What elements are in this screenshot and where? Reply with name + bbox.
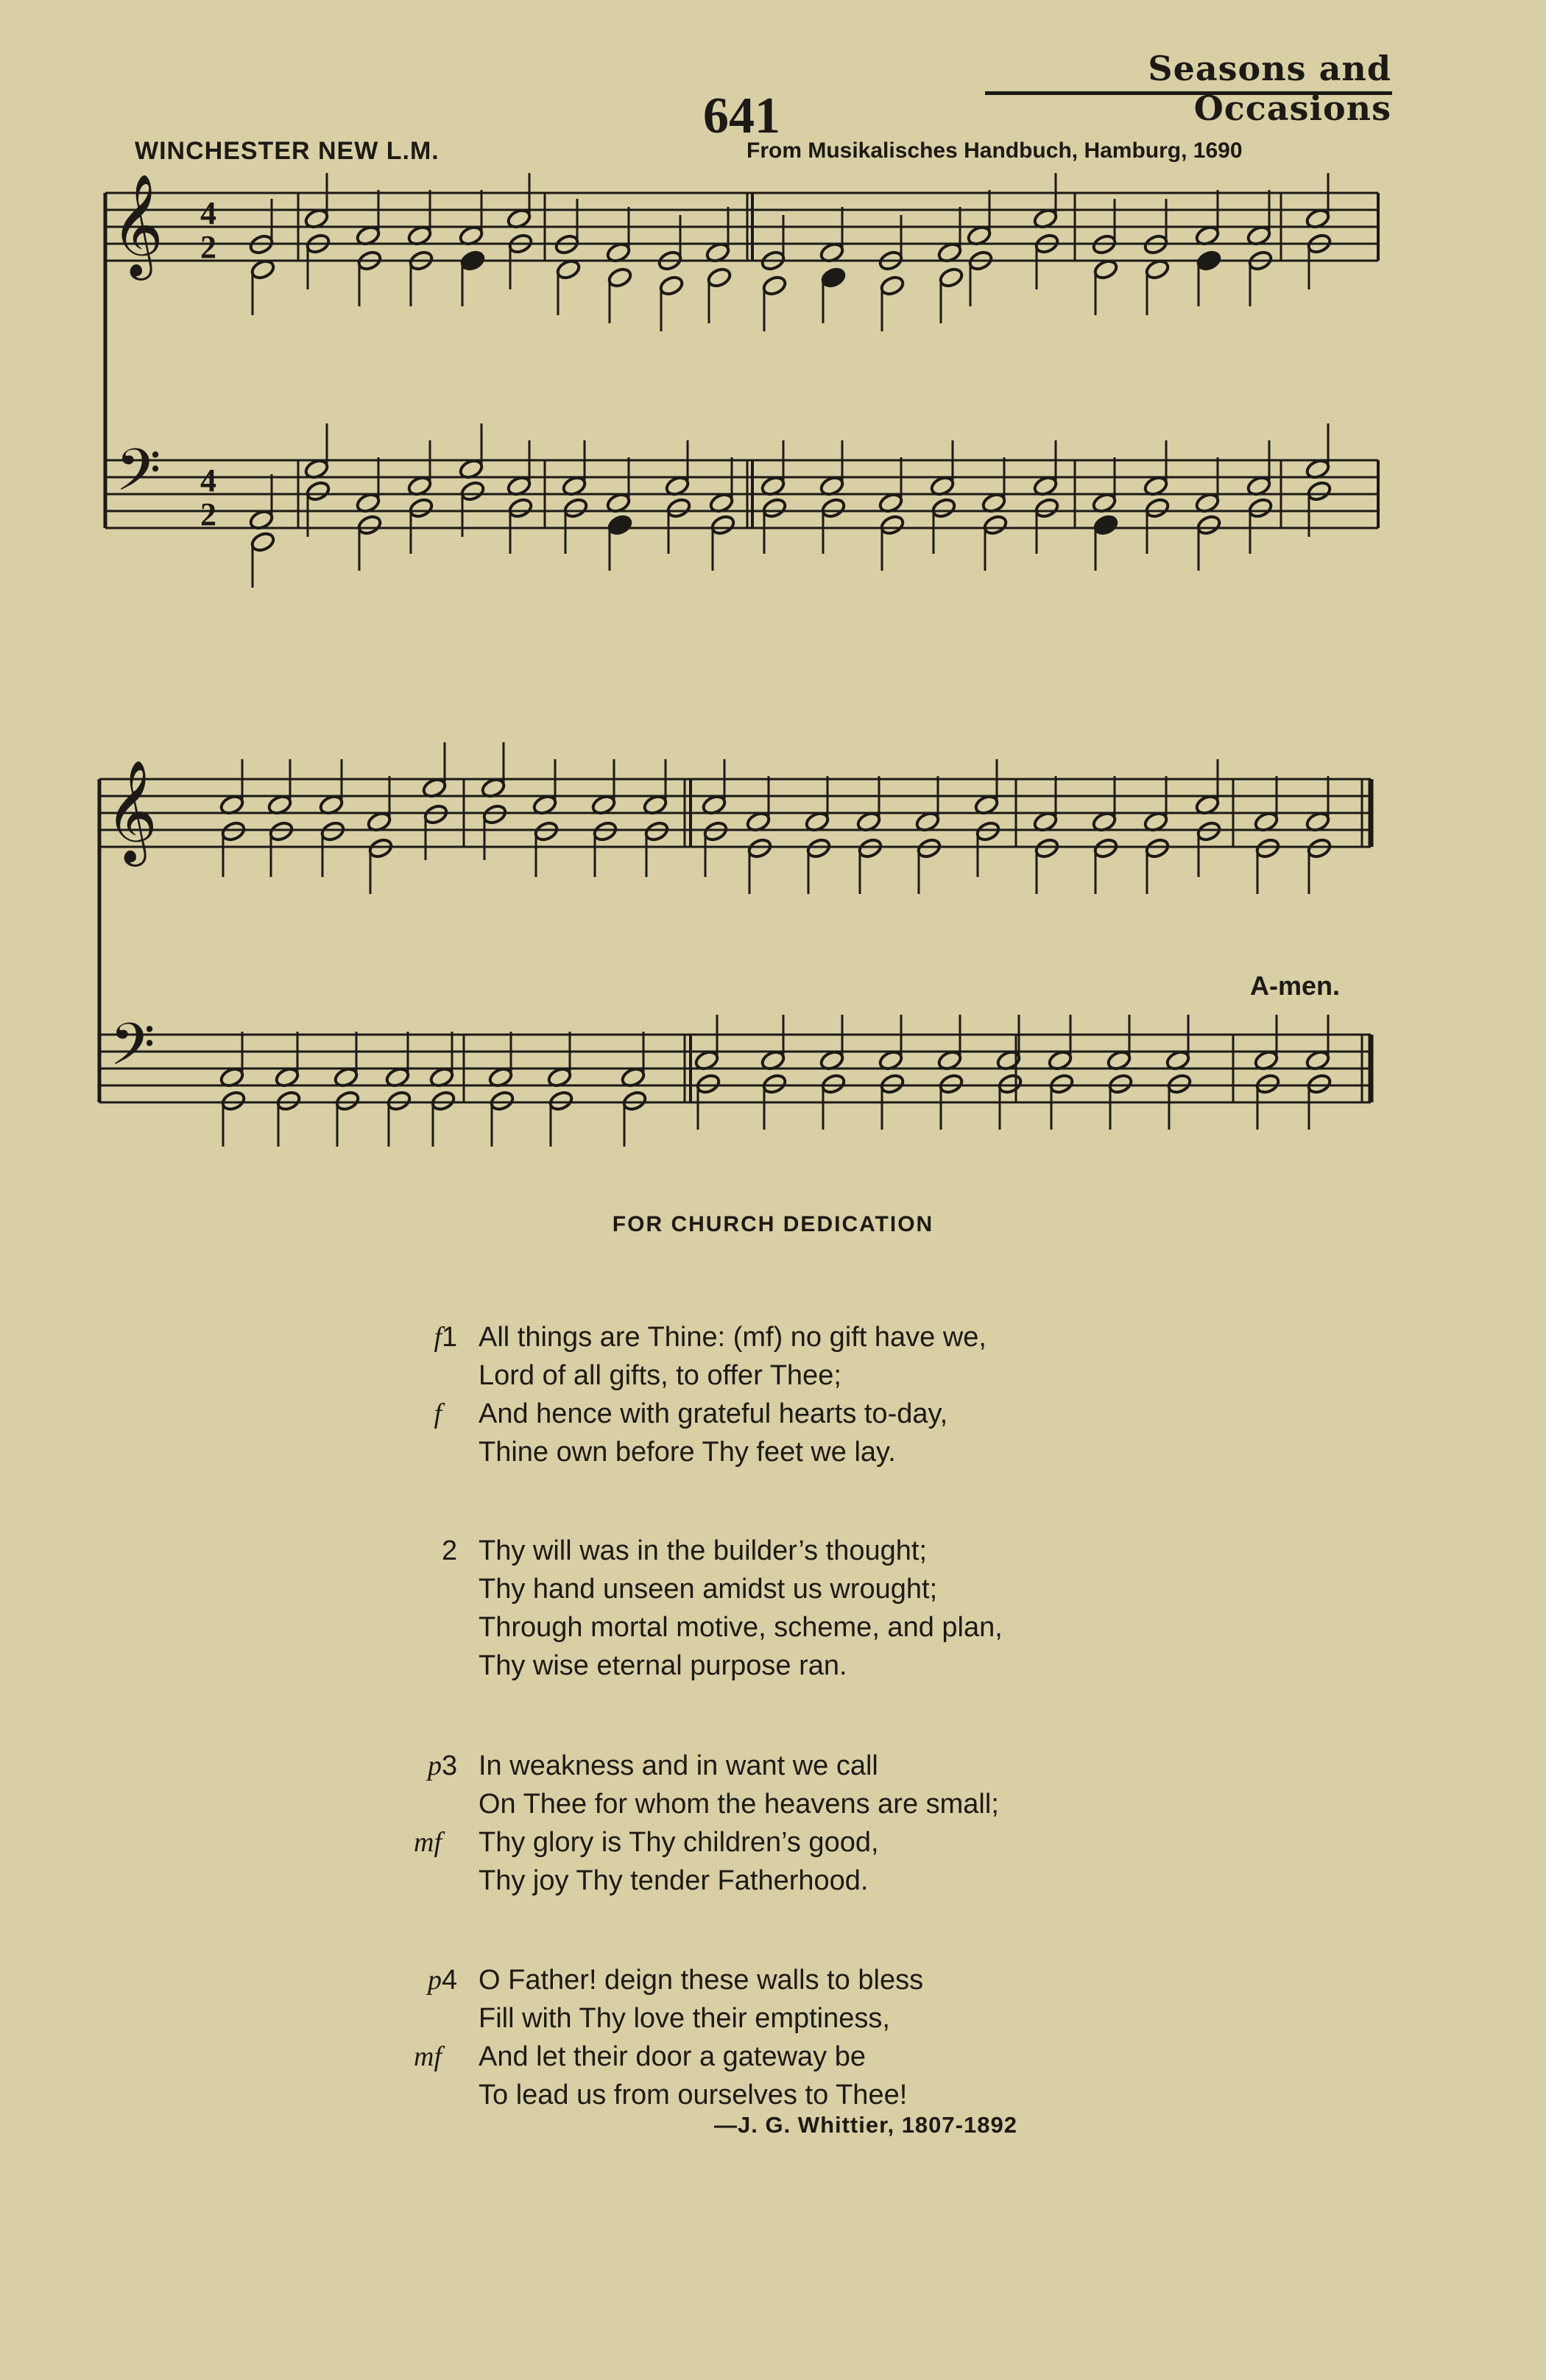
stanza-line	[383, 1862, 1266, 1900]
stanza-line	[383, 1433, 1266, 1471]
stanza-line	[383, 2076, 1266, 2114]
note-head	[305, 480, 331, 503]
lyric-text: Thy will was in the builder’s thought;	[479, 1535, 928, 1566]
note-head	[975, 820, 1001, 843]
note-head	[430, 1090, 456, 1113]
note-head	[621, 1090, 648, 1113]
time-signature-bottom: 2	[200, 496, 216, 532]
tune-source: From Musikalisches Handbuch, Hamburg, 1690	[746, 138, 1243, 163]
note-head	[761, 497, 788, 520]
note-head	[1196, 250, 1222, 272]
stanza-2	[383, 1532, 1266, 1685]
note-head	[1034, 497, 1060, 520]
note-head	[1196, 514, 1222, 537]
note-head	[982, 514, 1009, 537]
stanza-line	[383, 1356, 1266, 1395]
lyric-text: Thy wise eternal purpose ran.	[479, 1650, 847, 1681]
note-head	[268, 820, 294, 843]
note-head	[275, 1090, 302, 1113]
stanza-line	[383, 1999, 1266, 2038]
note-head	[386, 1090, 412, 1113]
stanza-line	[383, 1747, 1266, 1785]
lyric-text: Fill with Thy love their emptiness,	[479, 2003, 890, 2034]
stanza-line	[383, 1532, 1266, 1570]
note-head	[820, 497, 847, 520]
note-head	[367, 837, 394, 860]
note-head	[356, 514, 383, 537]
note-head	[879, 1073, 906, 1096]
time-signature-top: 4	[200, 195, 216, 231]
note-head	[931, 497, 957, 520]
verse-number: 3	[442, 1750, 458, 1781]
lyric-text: Lord of all gifts, to offer Thee;	[479, 1360, 841, 1391]
note-head	[1254, 837, 1281, 860]
note-head	[938, 267, 964, 289]
note-head	[879, 275, 906, 298]
verse-number: 2	[442, 1535, 458, 1566]
note-head	[562, 497, 589, 520]
hymn-number: 641	[703, 88, 780, 144]
note-head	[879, 514, 906, 537]
lyric-text: In weakness and in want we call	[479, 1750, 878, 1781]
note-head	[607, 514, 633, 537]
note-head	[489, 1090, 515, 1113]
note-head	[1254, 1073, 1281, 1096]
note-head	[710, 514, 736, 537]
verse-number: 1	[442, 1322, 458, 1353]
note-head	[1306, 480, 1333, 503]
lyric-text: Through mortal motive, scheme, and plan,	[479, 1612, 1003, 1643]
note-head	[459, 250, 486, 272]
lyric-text: O Father! deign these walls to bless	[479, 1965, 924, 1996]
note-head	[916, 837, 942, 860]
time-signature-bottom: 2	[200, 229, 216, 265]
note-head	[1247, 497, 1274, 520]
note-head	[1306, 1073, 1333, 1096]
note-head	[746, 837, 773, 860]
stanza-line	[383, 1647, 1266, 1685]
note-head	[1166, 1073, 1193, 1096]
dynamic-marking: mf	[414, 2041, 442, 2072]
note-head	[761, 275, 788, 298]
stanza-line	[383, 1785, 1266, 1823]
dynamic-marking: f	[434, 1322, 442, 1353]
note-head	[805, 837, 832, 860]
note-head	[706, 267, 733, 289]
note-head	[820, 267, 847, 289]
note-head	[607, 267, 633, 289]
stanza-line	[383, 1395, 1266, 1433]
treble-clef-icon: 𝄞	[111, 174, 163, 276]
note-head	[666, 497, 692, 520]
time-signature-top: 4	[200, 462, 216, 499]
note-head	[1107, 1073, 1134, 1096]
dynamic-marking: f	[434, 1398, 442, 1429]
note-head	[695, 1073, 721, 1096]
note-head	[1093, 514, 1119, 537]
treble-clef-icon: 𝄞	[105, 760, 158, 862]
lyric-text: And let their door a gateway be	[479, 2041, 866, 2072]
note-head	[1093, 837, 1119, 860]
section-header: Seasons and Occasions	[1148, 49, 1391, 128]
dynamic-marking: p	[428, 1750, 442, 1781]
note-head	[459, 480, 486, 503]
lyric-text: To lead us from ourselves to Thee!	[479, 2080, 908, 2110]
stanza-line	[383, 1961, 1266, 1999]
note-head	[1306, 837, 1333, 860]
note-head	[702, 820, 729, 843]
lyric-text: All things are Thine: (mf) no gift have we,	[479, 1322, 986, 1353]
note-head	[533, 820, 560, 843]
dynamic-marking: p	[428, 1965, 442, 1996]
note-head	[250, 531, 276, 554]
note-head	[1144, 837, 1171, 860]
note-head	[481, 803, 508, 826]
section-title: FOR CHURCH DEDICATION	[612, 1212, 934, 1236]
lyric-text: Thy joy Thy tender Fatherhood.	[479, 1865, 869, 1896]
sheet-music	[0, 0, 1546, 1178]
stanza-3	[383, 1747, 1266, 1900]
note-head	[1048, 1073, 1075, 1096]
note-head	[1034, 837, 1060, 860]
note-head	[1196, 820, 1222, 843]
note-head	[643, 820, 670, 843]
lyric-text: Thy hand unseen amidst us wrought;	[479, 1574, 938, 1605]
note-head	[220, 1090, 247, 1113]
stanza-line	[383, 1608, 1266, 1647]
stanza-4	[383, 1961, 1266, 2114]
note-head	[334, 1090, 361, 1113]
note-head	[220, 820, 247, 843]
lyric-text: On Thee for whom the heavens are small;	[479, 1789, 999, 1820]
dynamic-marking: mf	[414, 1827, 442, 1858]
lyric-text: Thy glory is Thy children’s good,	[479, 1827, 879, 1858]
attribution: —J. G. Whittier, 1807-1892	[714, 2112, 1017, 2138]
note-head	[820, 1073, 847, 1096]
tune-name: WINCHESTER NEW L.M.	[135, 137, 440, 165]
note-head	[658, 275, 685, 298]
note-head	[320, 820, 346, 843]
note-head	[857, 837, 883, 860]
note-head	[997, 1073, 1023, 1096]
note-head	[423, 803, 449, 826]
bass-clef-icon: 𝄢	[110, 1010, 155, 1093]
stanza-line	[383, 1318, 1266, 1356]
note-head	[592, 820, 618, 843]
note-head	[761, 1073, 788, 1096]
lyric-text: And hence with grateful hearts to-day,	[479, 1398, 948, 1429]
note-head	[938, 1073, 964, 1096]
verse-number: 4	[442, 1965, 458, 1996]
note-head	[408, 497, 434, 520]
note-head	[548, 1090, 574, 1113]
stanza-line	[383, 1823, 1266, 1862]
note-head	[507, 497, 534, 520]
bass-clef-icon: 𝄢	[116, 436, 161, 518]
stanza-1	[383, 1318, 1266, 1471]
amen-text: A-men.	[1250, 971, 1341, 1001]
stanza-line	[383, 1570, 1266, 1608]
stanza-line	[383, 2038, 1266, 2076]
note-head	[1144, 497, 1171, 520]
lyric-text: Thine own before Thy feet we lay.	[479, 1437, 896, 1468]
